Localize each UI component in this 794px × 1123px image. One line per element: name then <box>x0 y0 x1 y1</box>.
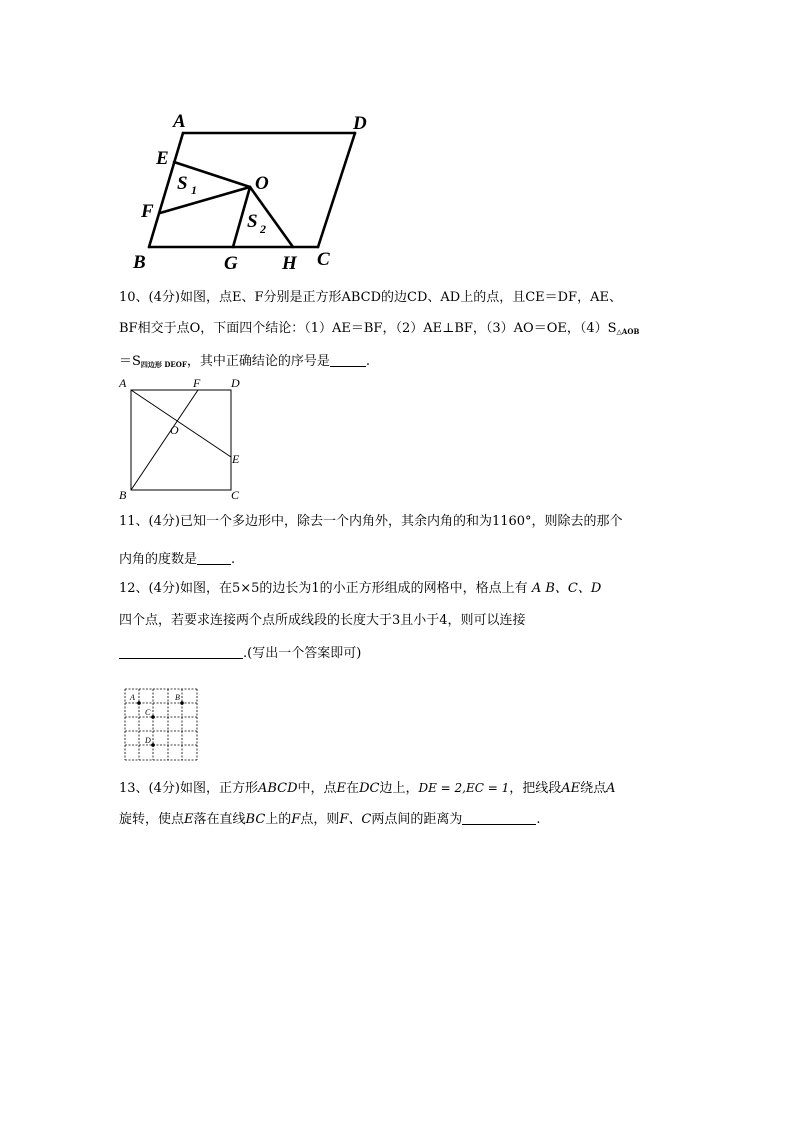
label-B: B <box>133 252 146 273</box>
grid-figure <box>120 685 202 765</box>
label-F: F <box>193 376 201 390</box>
segment-AE <box>131 390 231 457</box>
label-S2: S <box>247 211 258 232</box>
label-F: F <box>141 201 154 222</box>
q11-line1: 11、(4分)已知一个多边形中，除去一个内角外，其余内角的和为1160°，则除去的那个 <box>119 514 623 529</box>
q10-line2: BF相交于点O，下面四个结论：（1）AE＝BF，（2）AE⊥BF，（3）AO＝OE，$(4)S_{\triangle AOB}$ <box>119 321 640 336</box>
parallelogram-figure <box>125 105 385 275</box>
q11-answer-blank[interactable] <box>197 552 231 565</box>
label-G: G <box>224 253 238 274</box>
label-E: E <box>156 148 169 169</box>
label-C: C <box>231 488 240 502</box>
label-A: A <box>130 693 135 702</box>
label-E: E <box>232 452 240 466</box>
q10-line1: 10、(4分)如图，点E、F分别是正方形ABCD的边CD、AD上的点，且CE＝DF，AE、 <box>119 290 622 305</box>
label-S1-sub: 1 <box>191 183 197 197</box>
label-S2-sub: 2 <box>260 222 266 236</box>
label-H: H <box>282 253 297 274</box>
point-A <box>137 701 141 705</box>
q12-answer-blank[interactable] <box>119 646 243 659</box>
label-C: C <box>317 249 330 270</box>
q10-line3: $=S_{四边形 DEOF}$，其中正确结论的序号是 . <box>119 354 370 369</box>
segment-BF <box>131 390 198 490</box>
q13-line1: 13、(4分)如图，正方形ABCD中，点E在DC边上，DE = 2,EC = 1，把线段AE绕点A <box>119 781 616 796</box>
label-B: B <box>119 488 127 502</box>
q12-line2: 四个点，若要求连接两个点所成线段的长度大于3且小于4，则可以连接 <box>119 613 526 628</box>
q11-line2: 内角的度数是 . <box>119 552 236 567</box>
point-B <box>180 701 184 705</box>
point-D <box>151 743 155 747</box>
label-A: A <box>173 111 186 132</box>
label-C: C <box>145 708 151 717</box>
q12-line1: 12、(4分)如图，在5×5的边长为1的小正方形组成的网格中，格点上有 A B、C、D <box>119 581 602 596</box>
label-O: O <box>255 173 269 194</box>
q13-line2: 旋转，使点E落在直线BC上的F点，则F、C两点间的距离为 . <box>119 812 541 827</box>
label-O: O <box>170 423 179 437</box>
point-C <box>151 715 155 719</box>
label-D: D <box>353 113 367 134</box>
q12-line3: .(写出一个答案即可) <box>119 646 361 662</box>
label-D: D <box>145 736 151 745</box>
q13-answer-blank[interactable] <box>462 812 536 825</box>
segment-FO <box>160 187 250 213</box>
square-ABCD <box>131 390 231 490</box>
label-A: A <box>119 376 127 390</box>
q10-answer-blank[interactable] <box>330 354 366 367</box>
label-S1: S <box>177 173 188 194</box>
label-D: D <box>231 376 240 390</box>
edge-DC <box>318 133 355 247</box>
label-B: B <box>175 693 180 702</box>
square-figure <box>115 374 250 504</box>
